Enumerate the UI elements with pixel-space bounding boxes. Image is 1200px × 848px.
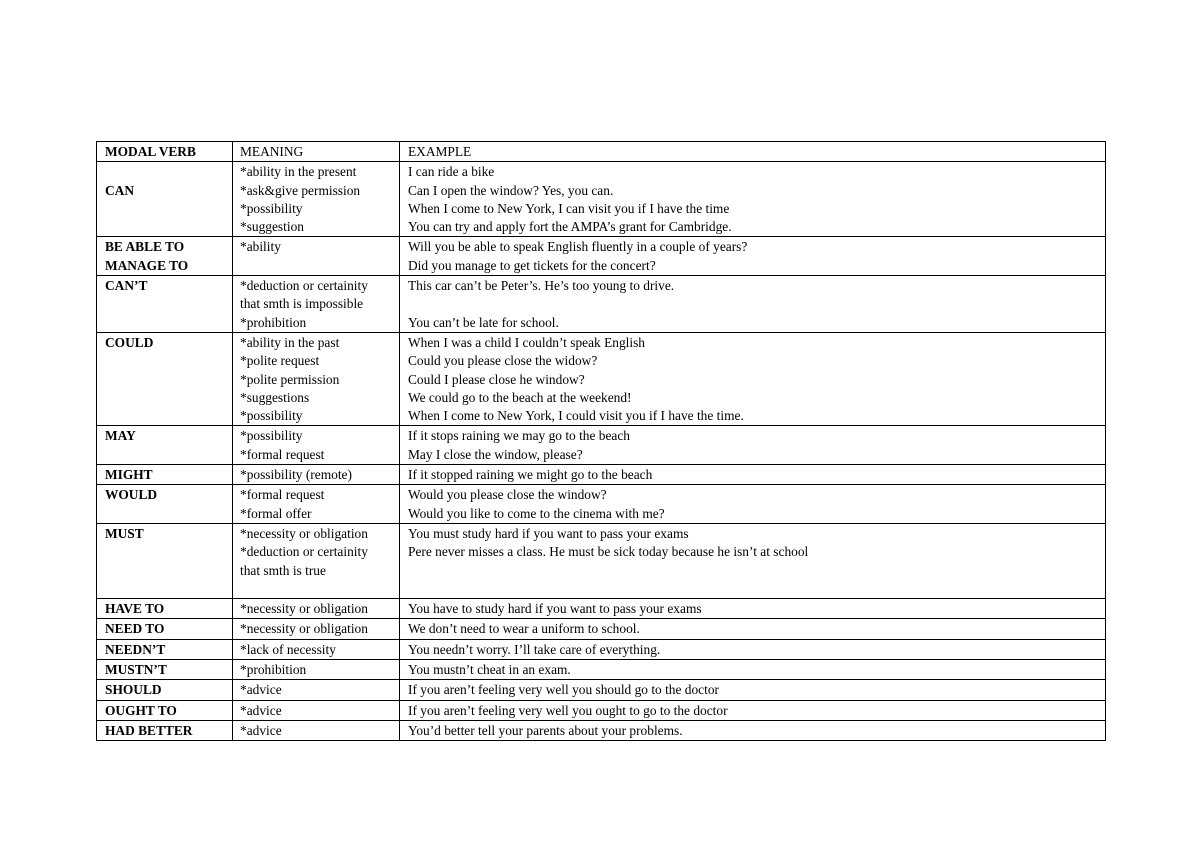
meaning-line: *formal request: [240, 487, 325, 503]
meaning-line: *advice: [240, 702, 282, 718]
modal-verb-text: MANAGE TO: [105, 257, 189, 273]
example-cell: [400, 700, 1106, 720]
meaning-cell: [233, 660, 400, 680]
example-line: May I close the window, please?: [408, 446, 583, 462]
meaning-line: *possibility: [240, 428, 303, 444]
table-row: [97, 639, 1106, 659]
example-cell: [400, 162, 1106, 237]
meaning-line: *suggestions: [240, 389, 310, 405]
meaning-line: *advice: [240, 682, 282, 698]
modal-verb-text: [105, 163, 232, 181]
modal-verb-text: SHOULD: [105, 682, 162, 698]
meaning-line: *polite request: [240, 353, 320, 369]
meaning-line: *ability in the present: [240, 164, 357, 180]
meaning-cell: [233, 619, 400, 639]
meaning-cell: [233, 162, 400, 237]
header-example: EXAMPLE: [400, 142, 1106, 162]
example-line: If it stopped raining we might go to the beach: [408, 467, 653, 483]
meaning-line: *formal offer: [240, 505, 312, 521]
meaning-cell: [233, 332, 400, 425]
example-cell: [400, 426, 1106, 465]
table-row: [97, 465, 1106, 485]
example-line: Would you like to come to the cinema with me?: [408, 505, 665, 521]
example-line: You must study hard if you want to pass your exams: [408, 525, 689, 541]
modal-verb-text: CAN: [105, 182, 135, 198]
meaning-cell: [233, 639, 400, 659]
meaning-line: *ask&give permission: [240, 182, 361, 198]
meaning-line: *necessity or obligation: [240, 621, 368, 637]
modal-verb-cell: [97, 523, 233, 598]
modal-verb-cell: [97, 276, 233, 333]
modal-verb-cell: [97, 426, 233, 465]
modal-verb-cell: [97, 599, 233, 619]
meaning-cell: [233, 700, 400, 720]
table-row: [97, 619, 1106, 639]
meaning-line: *necessity or obligation: [240, 601, 368, 617]
meaning-line: *possibility: [240, 408, 303, 424]
example-cell: [400, 619, 1106, 639]
modal-verb-text: HAD BETTER: [105, 722, 193, 738]
meaning-line: *suggestion: [240, 219, 304, 235]
meaning-line: *prohibition: [240, 662, 307, 678]
meaning-line: *possibility (remote): [240, 467, 352, 483]
header-row: [97, 142, 1106, 162]
modal-verb-text: MUST: [105, 525, 144, 541]
meaning-line: that smth is true: [240, 562, 326, 578]
example-cell: [400, 639, 1106, 659]
example-line: If you aren’t feeling very well you should go to the doctor: [408, 682, 720, 698]
example-line: [408, 295, 1105, 313]
example-line: Will you be able to speak English fluently in a couple of years?: [408, 239, 748, 255]
modal-verb-text: CAN’T: [105, 278, 148, 294]
modal-verb-text: NEEDN’T: [105, 641, 166, 657]
meaning-cell: [233, 465, 400, 485]
meaning-line: that smth is impossible: [240, 296, 364, 312]
modal-verb-text: MAY: [105, 428, 136, 444]
meaning-cell: [233, 523, 400, 598]
example-cell: [400, 237, 1106, 276]
example-line: You can try and apply fort the AMPA’s grant for Cambridge.: [408, 219, 732, 235]
header-meaning: MEANING: [233, 142, 400, 162]
modal-verb-cell: [97, 619, 233, 639]
meaning-line: *lack of necessity: [240, 641, 336, 657]
modal-verb-text: OUGHT TO: [105, 702, 177, 718]
table-body: [97, 142, 1106, 741]
modal-verb-text: NEED TO: [105, 621, 165, 637]
table-row: [97, 680, 1106, 700]
table-row: [97, 720, 1106, 740]
meaning-cell: [233, 485, 400, 524]
modal-verbs-table: [96, 141, 1106, 741]
example-line: Can I open the window? Yes, you can.: [408, 182, 614, 198]
example-line: You mustn’t cheat in an exam.: [408, 662, 571, 678]
modal-verb-cell: [97, 700, 233, 720]
example-cell: [400, 485, 1106, 524]
meaning-line: *deduction or certainity: [240, 278, 368, 294]
modal-verb-text: WOULD: [105, 487, 158, 503]
example-line: This car can’t be Peter’s. He’s too young to drive.: [408, 278, 675, 294]
example-cell: [400, 680, 1106, 700]
header-modal-verb: MODAL VERB: [97, 142, 233, 162]
example-cell: [400, 660, 1106, 680]
meaning-cell: [233, 599, 400, 619]
example-line: Would you please close the window?: [408, 487, 607, 503]
example-cell: [400, 465, 1106, 485]
table-row: [97, 162, 1106, 237]
example-line: You have to study hard if you want to pass your exams: [408, 601, 702, 617]
example-cell: [400, 276, 1106, 333]
meaning-cell: [233, 237, 400, 276]
table-row: [97, 700, 1106, 720]
modal-verb-cell: [97, 720, 233, 740]
table-row: [97, 237, 1106, 276]
meaning-cell: [233, 720, 400, 740]
example-line: If you aren’t feeling very well you ought to go to the doctor: [408, 702, 728, 718]
meaning-cell: [233, 680, 400, 700]
modal-verb-cell: [97, 639, 233, 659]
modal-verb-text: MUSTN’T: [105, 662, 167, 678]
table-row: [97, 599, 1106, 619]
modal-verb-cell: [97, 660, 233, 680]
modal-verb-cell: [97, 680, 233, 700]
example-cell: [400, 720, 1106, 740]
table-row: [97, 523, 1106, 598]
meaning-line: *prohibition: [240, 314, 307, 330]
meaning-line: *necessity or obligation: [240, 525, 368, 541]
example-line: You can’t be late for school.: [408, 314, 559, 330]
meaning-line: *formal request: [240, 446, 325, 462]
modal-verb-text: HAVE TO: [105, 601, 165, 617]
example-line: When I come to New York, I can visit you if I have the time: [408, 200, 730, 216]
meaning-line: *ability in the past: [240, 334, 340, 350]
modal-verb-cell: [97, 237, 233, 276]
example-cell: [400, 332, 1106, 425]
meaning-line: *advice: [240, 722, 282, 738]
table-row: [97, 485, 1106, 524]
example-cell: [400, 599, 1106, 619]
modal-verb-text: MIGHT: [105, 467, 153, 483]
modal-verb-cell: [97, 465, 233, 485]
example-line: You needn’t worry. I’ll take care of everything.: [408, 641, 661, 657]
example-line: Pere never misses a class. He must be sick today because he isn’t at school: [408, 544, 809, 560]
meaning-line: *ability: [240, 239, 281, 255]
meaning-line: *polite permission: [240, 371, 340, 387]
modal-verb-text: COULD: [105, 334, 154, 350]
meaning-cell: [233, 426, 400, 465]
table-row: [97, 660, 1106, 680]
example-cell: [400, 523, 1106, 598]
table-row: [97, 332, 1106, 425]
table-row: [97, 276, 1106, 333]
example-line: If it stops raining we may go to the beach: [408, 428, 631, 444]
meaning-line: [240, 580, 399, 598]
table-row: [97, 426, 1106, 465]
example-line: Could you please close the widow?: [408, 353, 598, 369]
meaning-line: *deduction or certainity: [240, 544, 368, 560]
example-line: When I come to New York, I could visit you if I have the time.: [408, 408, 744, 424]
example-line: When I was a child I couldn’t speak English: [408, 334, 646, 350]
example-line: You’d better tell your parents about your problems.: [408, 722, 683, 738]
example-line: Could I please close he window?: [408, 371, 585, 387]
meaning-line: *possibility: [240, 200, 303, 216]
example-line: I can ride a bike: [408, 164, 495, 180]
modal-verb-text: BE ABLE TO: [105, 239, 185, 255]
modal-verb-cell: [97, 332, 233, 425]
modal-verb-cell: [97, 485, 233, 524]
example-line: Did you manage to get tickets for the concert?: [408, 257, 656, 273]
modal-verb-cell: [97, 162, 233, 237]
example-line: We don’t need to wear a uniform to school.: [408, 621, 640, 637]
meaning-cell: [233, 276, 400, 333]
example-line: We could go to the beach at the weekend!: [408, 389, 632, 405]
